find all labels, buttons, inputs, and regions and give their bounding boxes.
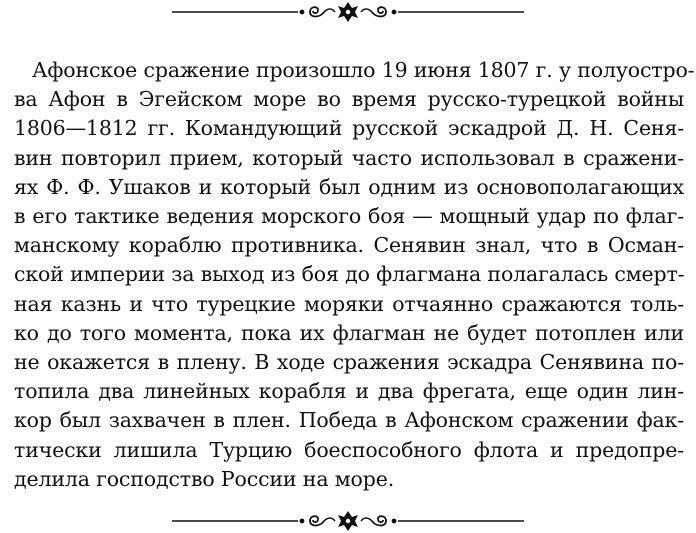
paragraph-line: тически лишила Турцию боеспособного флота и предопре- <box>14 437 684 462</box>
bottom-ornament-divider <box>172 509 524 533</box>
paragraph-line: манскому кораблю противника. Сенявин знал, что в Осман- <box>14 233 684 258</box>
paragraph-line: 1806—1812 гг. Командующий русской эскадрой Д. Н. Сеня- <box>14 116 684 141</box>
paragraph-line: вин повторил прием, который часто использовал в сражени- <box>14 145 684 170</box>
paragraph-line: не окажется в плену. В ходе сражения эскадра Сенявина по- <box>14 350 684 375</box>
paragraph-line: Афонское сражение произошло 19 июня 1807 г. у полуостро- <box>32 58 695 82</box>
top-ornament-divider <box>172 0 524 24</box>
article-paragraph <box>14 56 695 494</box>
paragraph-line: ко до того момента, пока их флагман не будет потоплен или <box>14 320 684 345</box>
flourish-divider-icon <box>172 509 524 533</box>
paragraph-line: ской империи за выход из боя до флагмана полагалась смерт- <box>14 262 685 287</box>
paragraph-line: делила господство России на море. <box>14 466 395 491</box>
paragraph-line: ва Афон в Эгейском море во время русско-турецкой войны <box>14 87 684 112</box>
paragraph-line: топила два линейных корабля и два фрегата, еще один лин- <box>14 379 684 404</box>
flourish-divider-icon <box>172 0 524 24</box>
paragraph-line: ная казнь и что турецкие моряки отчаянно сражаются толь- <box>14 291 684 316</box>
paragraph-line: кор был захвачен в плен. Победа в Афонском сражении фак- <box>14 408 684 433</box>
paragraph-line: ях Ф. Ф. Ушаков и который был одним из основополагающих <box>14 174 684 199</box>
paragraph-line: в его тактике ведения морского боя — мощный удар по флаг- <box>14 204 684 229</box>
